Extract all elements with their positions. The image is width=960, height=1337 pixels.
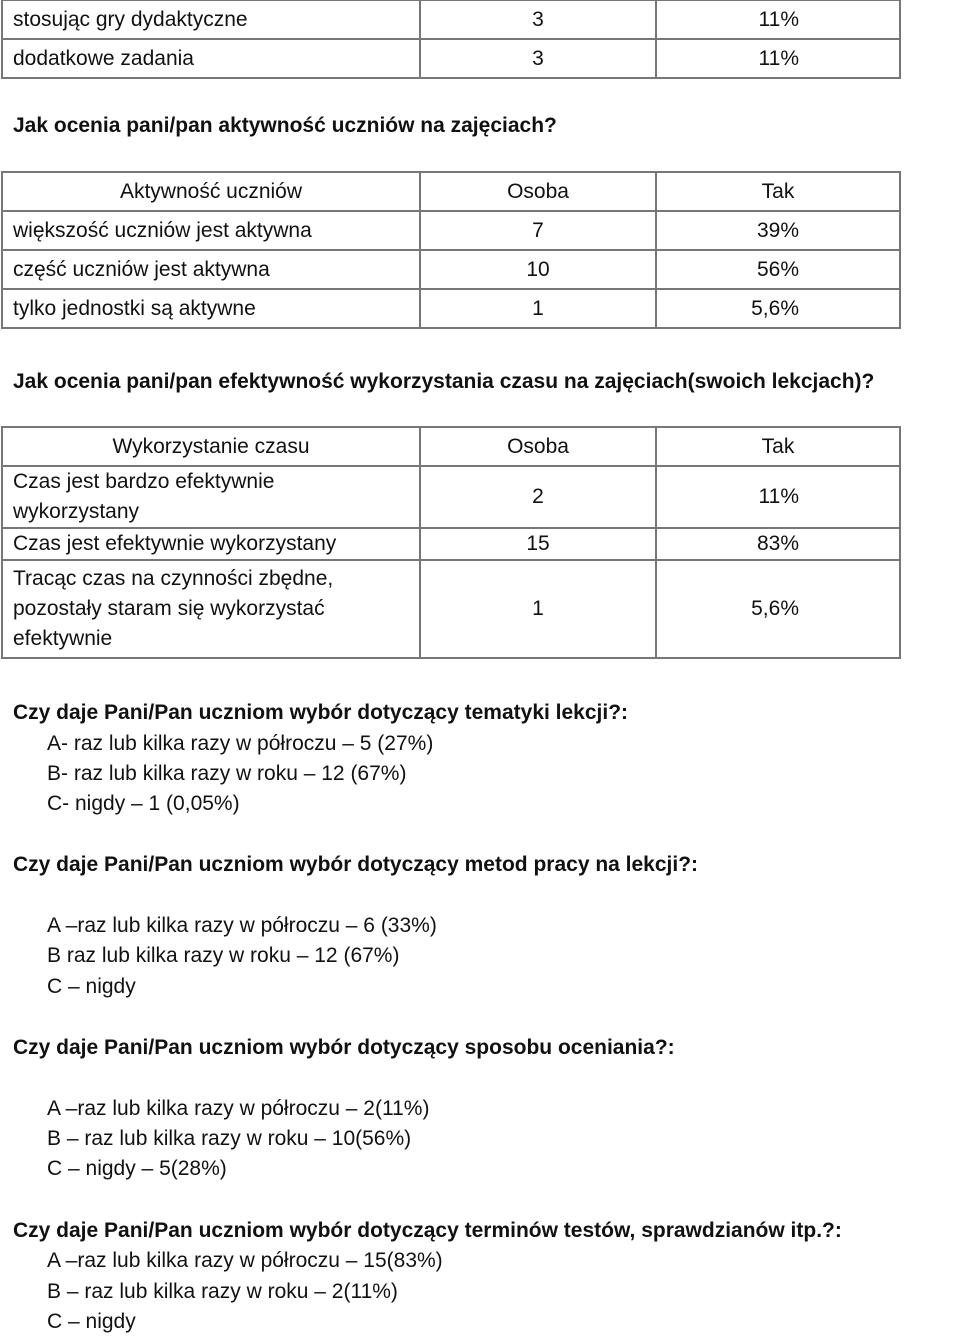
answer-option: A –raz lub kilka razy w półroczu – 15(83%) xyxy=(47,1249,443,1272)
row-percent: 11% xyxy=(656,39,900,78)
table-methods xyxy=(1,0,901,79)
row-label: stosując gry dydaktyczne xyxy=(2,0,420,39)
row-label: część uczniów jest aktywna xyxy=(2,250,420,289)
answer-option: B- raz lub kilka razy w roku – 12 (67%) xyxy=(47,762,407,785)
answer-option: B – raz lub kilka razy w roku – 10(56%) xyxy=(47,1127,412,1150)
row-label: większość uczniów jest aktywna xyxy=(2,211,420,250)
row-percent: 11% xyxy=(656,466,900,528)
row-label-line: Tracąc czas na czynności zbędne, xyxy=(13,567,334,590)
column-header: Tak xyxy=(656,427,900,466)
question-heading-aktywnosc: Jak ocenia pani/pan aktywność uczniów na zajęciach? xyxy=(13,114,557,137)
row-label xyxy=(2,560,420,658)
row-percent: 5,6% xyxy=(656,560,900,658)
answer-option: B – raz lub kilka razy w roku – 2(11%) xyxy=(47,1280,398,1303)
question-heading-metody: Czy daje Pani/Pan uczniom wybór dotyczący metod pracy na lekcji?: xyxy=(13,853,699,876)
table-row xyxy=(2,560,900,658)
row-count: 3 xyxy=(420,0,656,39)
table-row xyxy=(2,466,900,528)
row-label-line: pozostały staram się wykorzystać xyxy=(13,597,325,620)
table-czas xyxy=(1,426,901,659)
answer-option: A- raz lub kilka razy w półroczu – 5 (27%) xyxy=(47,732,434,755)
table-row xyxy=(2,211,900,250)
row-count: 15 xyxy=(420,528,656,560)
column-header: Aktywność uczniów xyxy=(2,172,420,211)
table-header-row xyxy=(2,172,900,211)
row-label: dodatkowe zadania xyxy=(2,39,420,78)
column-header: Wykorzystanie czasu xyxy=(2,427,420,466)
answer-option: A –raz lub kilka razy w półroczu – 2(11%) xyxy=(47,1097,430,1120)
answer-option: C- nigdy – 1 (0,05%) xyxy=(47,792,240,815)
row-label: Czas jest efektywnie wykorzystany xyxy=(2,528,420,560)
row-count: 1 xyxy=(420,560,656,658)
table-row xyxy=(2,0,900,39)
column-header: Tak xyxy=(656,172,900,211)
row-count: 10 xyxy=(420,250,656,289)
question-heading-czas: Jak ocenia pani/pan efektywność wykorzystania czasu na zajęciach(swoich lekcjach)? xyxy=(13,370,875,393)
answer-option: B raz lub kilka razy w roku – 12 (67%) xyxy=(47,944,400,967)
row-label-line: Czas jest bardzo efektywnie xyxy=(13,470,275,493)
row-percent: 39% xyxy=(656,211,900,250)
table-header-row xyxy=(2,427,900,466)
row-count: 2 xyxy=(420,466,656,528)
row-count: 3 xyxy=(420,39,656,78)
row-label xyxy=(2,466,420,528)
question-heading-testy: Czy daje Pani/Pan uczniom wybór dotyczący terminów testów, sprawdzianów itp.?: xyxy=(13,1219,842,1242)
row-label-line: wykorzystany xyxy=(13,500,140,523)
answer-option: C – nigdy – 5(28%) xyxy=(47,1157,227,1180)
row-label: tylko jednostki są aktywne xyxy=(2,289,420,328)
row-count: 7 xyxy=(420,211,656,250)
table-row xyxy=(2,250,900,289)
answer-option: C – nigdy xyxy=(47,1310,136,1333)
table-row xyxy=(2,289,900,328)
question-heading-ocenianie: Czy daje Pani/Pan uczniom wybór dotyczący sposobu oceniania?: xyxy=(13,1036,675,1059)
row-percent: 56% xyxy=(656,250,900,289)
row-percent: 11% xyxy=(656,0,900,39)
table-aktywnosc xyxy=(1,171,901,329)
row-count: 1 xyxy=(420,289,656,328)
row-percent: 5,6% xyxy=(656,289,900,328)
row-label-line: efektywnie xyxy=(13,627,113,650)
answer-option: C – nigdy xyxy=(47,975,136,998)
answer-option: A –raz lub kilka razy w półroczu – 6 (33%) xyxy=(47,914,437,937)
table-row xyxy=(2,39,900,78)
row-percent: 83% xyxy=(656,528,900,560)
table-row xyxy=(2,528,900,560)
question-heading-tematyka: Czy daje Pani/Pan uczniom wybór dotyczący tematyki lekcji?: xyxy=(13,701,629,724)
column-header: Osoba xyxy=(420,427,656,466)
column-header: Osoba xyxy=(420,172,656,211)
